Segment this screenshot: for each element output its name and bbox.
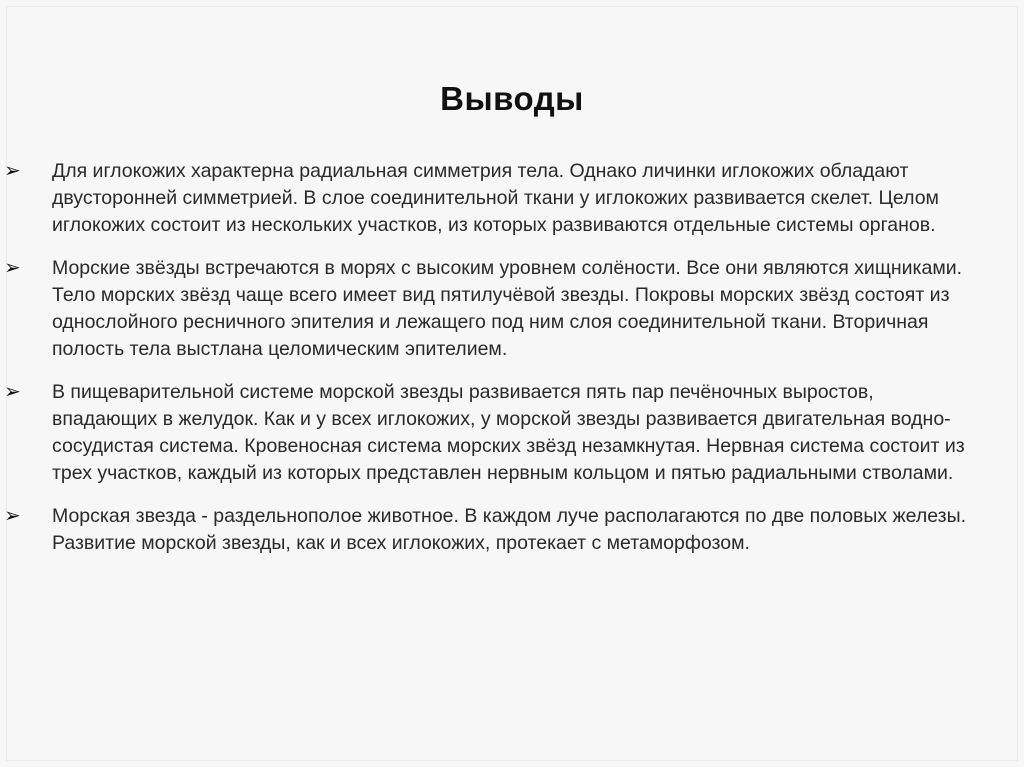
bullet-item <box>0 158 1024 239</box>
slide-title: Выводы <box>440 80 584 117</box>
bullet-text: Морская звезда - раздельнополое животное. В каждом луче располагаются по две половых железы. Развитие морской звезды, как и всех иглокожих, протекает с метаморфозом. <box>52 505 967 554</box>
bullet-text: В пищеварительной системе морской звезды развивается пять пар печёночных выростов, впадающих в желудок. Как и у всех иглокожих, у морской звезды развивается двигательная водно-сосудистая система. Кровеносная система морских звёзд незамкнутая. Нервная система состоит из трех участков, каждый из которых представлен нервным кольцом и пятью радиальными стволами. <box>52 381 965 484</box>
arrowhead-bullet-icon: ➢ <box>4 160 21 182</box>
bullet-text: Морские звёзды встречаются в морях с высоким уровнем солёности. Все они являются хищниками. Тело морских звёзд чаще всего имеет вид пятилучёвой звезды. Покровы морских звёзд состоят из однослойного ресничного эпителия и лежащего под ним слоя соединительной ткани. Вторичная полость тела выстлана целомическим эпителием. <box>52 257 963 360</box>
bullet-list <box>0 158 1024 573</box>
bullet-item <box>0 255 1024 363</box>
bullet-item <box>0 379 1024 487</box>
bullet-text: Для иглокожих характерна радиальная симметрия тела. Однако личинки иглокожих обладают двусторонней симметрией. В слое соединительной ткани у иглокожих развивается скелет. Целом иглокожих состоит из нескольких участков, из которых развиваются отдельные системы органов. <box>52 160 939 236</box>
arrowhead-bullet-icon: ➢ <box>4 381 21 403</box>
bullet-item <box>0 503 1024 557</box>
arrowhead-bullet-icon: ➢ <box>4 257 21 279</box>
arrowhead-bullet-icon: ➢ <box>4 505 21 527</box>
